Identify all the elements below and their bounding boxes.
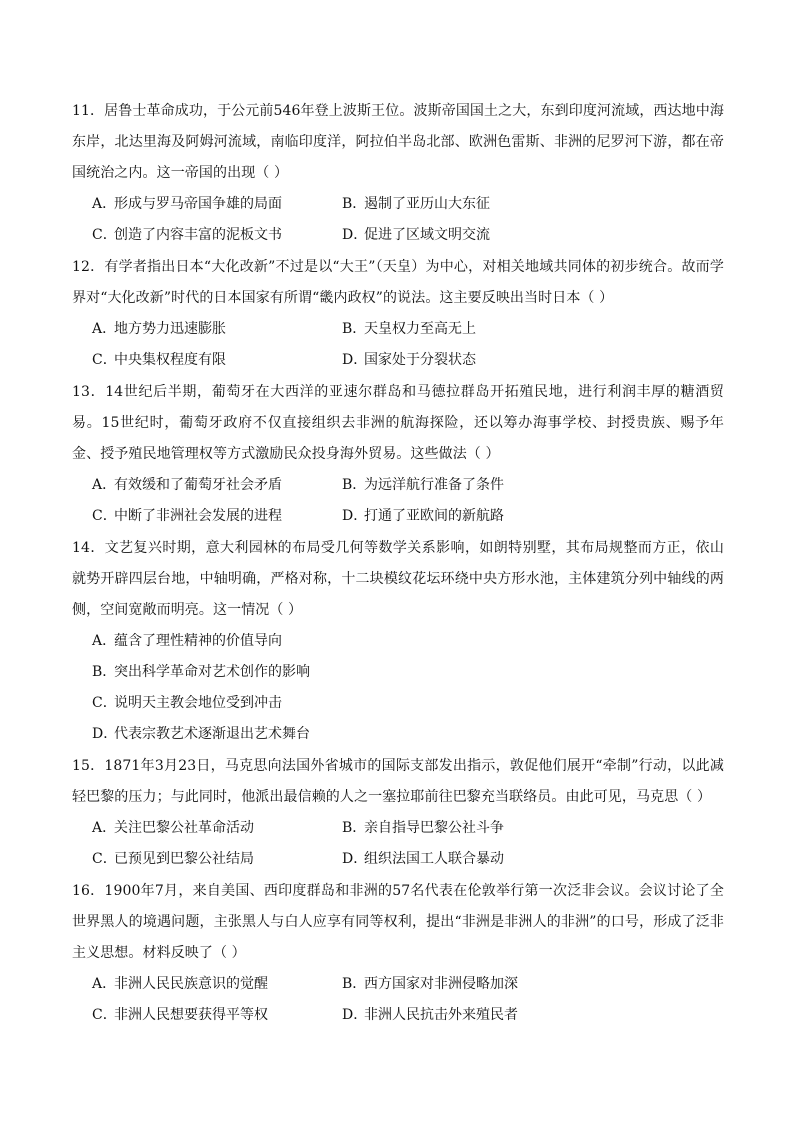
option-row [72, 345, 724, 376]
option-letter: A． [92, 196, 117, 212]
option-text: 组织法国工人联合暴动 [364, 851, 504, 867]
question-stem: 16．1900年7月，来自美国、西印度群岛和非洲的57名代表在伦敦举行第一次泛非会议。会议讨论了全世界黑人的境遇问题，主张黑人与白人应享有同等权利，提出“非洲是非洲人的非洲”的口号，形成了泛非主义思想。材料反映了（ ） [72, 883, 724, 961]
option-b[interactable] [342, 813, 592, 844]
option-text: 打通了亚欧间的新航路 [364, 508, 504, 524]
option-text: 国家处于分裂状态 [364, 352, 476, 368]
option-d[interactable] [342, 844, 592, 875]
option-text: 天皇权力至高无上 [364, 321, 476, 337]
question-stem: 15．1871年3月23日，马克思向法国外省城市的国际支部发出指示，敦促他们展开“牵制”行动，以此减轻巴黎的压力；与此同时，他派出最信赖的人之一塞拉耶前往巴黎充当联络员。由此可见，马克思（ ） [72, 758, 724, 805]
option-text: 突出科学革命对艺术创作的影响 [114, 664, 310, 680]
question-16 [72, 876, 724, 1031]
option-b[interactable] [342, 969, 592, 1000]
option-row [72, 719, 724, 750]
option-row [72, 844, 724, 875]
question-stem: 13．14世纪后半期，葡萄牙在大西洋的亚速尔群岛和马德拉群岛开拓殖民地，进行利润丰厚的糖酒贸易。15世纪时，葡萄牙政府不仅直接组织去非洲的航海探险，还以筹办海事学校、封授贵族、赐予年金、授予殖民地管理权等方式激励民众投身海外贸易。这些做法（ ） [72, 384, 724, 462]
option-c[interactable] [92, 844, 342, 875]
option-letter: A． [92, 633, 117, 649]
option-letter: C． [92, 1007, 117, 1023]
option-d[interactable] [342, 345, 592, 376]
option-text: 西方国家对非洲侵略加深 [364, 976, 518, 992]
option-text: 有效缓和了葡萄牙社会矛盾 [114, 477, 282, 493]
option-list [72, 813, 724, 875]
option-b[interactable] [92, 657, 712, 688]
option-d[interactable] [342, 501, 592, 532]
option-text: 非洲人民民族意识的觉醒 [114, 976, 268, 992]
option-list [72, 969, 724, 1031]
option-text: 创造了内容丰富的泥板文书 [114, 227, 282, 243]
option-text: 非洲人民想要获得平等权 [114, 1007, 268, 1023]
option-row [72, 1000, 724, 1031]
option-letter: B． [92, 664, 117, 680]
option-letter: B． [342, 196, 367, 212]
option-c[interactable] [92, 688, 712, 719]
option-row [72, 189, 724, 220]
option-c[interactable] [92, 501, 342, 532]
option-letter: D． [342, 851, 368, 867]
option-letter: A． [92, 820, 117, 836]
option-text: 中断了非洲社会发展的进程 [114, 508, 282, 524]
question-stem: 14．文艺复兴时期，意大利园林的布局受几何等数学关系影响，如朗特别墅，其布局规整而方正，依山就势开辟四层台地，中轴明确，严格对称，十二块模纹花坛环绕中央方形水池，主体建筑分列中轴线的两侧，空间宽敞而明亮。这一情况（ ） [72, 540, 724, 618]
option-list [72, 626, 724, 750]
option-c[interactable] [92, 1000, 342, 1031]
option-letter: D． [342, 352, 368, 368]
option-text: 遏制了亚历山大东征 [364, 196, 490, 212]
question-stem: 12．有学者指出日本“大化改新”不过是以“大王”（天皇）为中心，对相关地域共同体的初步统合。故而学界对“大化改新”时代的日本国家有所谓“畿内政权”的说法。这主要反映出当时日本（ ） [72, 259, 724, 306]
option-c[interactable] [92, 345, 342, 376]
option-row [72, 688, 724, 719]
option-letter: C． [92, 851, 117, 867]
option-letter: D． [342, 508, 368, 524]
option-a[interactable] [92, 470, 342, 501]
option-text: 关注巴黎公社革命活动 [114, 820, 254, 836]
question-12 [72, 252, 724, 376]
option-text: 形成与罗马帝国争雄的局面 [114, 196, 282, 212]
option-d[interactable] [342, 1000, 592, 1031]
option-row [72, 314, 724, 345]
option-row [72, 470, 724, 501]
question-14 [72, 533, 724, 750]
option-b[interactable] [342, 470, 592, 501]
option-text: 亲自指导巴黎公社斗争 [364, 820, 504, 836]
option-b[interactable] [342, 189, 592, 220]
option-letter: C． [92, 508, 117, 524]
option-letter: B． [342, 820, 367, 836]
question-stem: 11．居鲁士革命成功，于公元前546年登上波斯王位。波斯帝国国土之大，东到印度河流域，西达地中海东岸，北达里海及阿姆河流域，南临印度洋，阿拉伯半岛北部、欧洲色雷斯、非洲的尼罗河下游，都在帝国统治之内。这一帝国的出现（ ） [72, 103, 724, 181]
option-text: 地方势力迅速膨胀 [114, 321, 226, 337]
option-row [72, 969, 724, 1000]
option-text: 非洲人民抗击外来殖民者 [364, 1007, 518, 1023]
option-letter: D． [92, 726, 118, 742]
option-list [72, 470, 724, 532]
option-text: 已预见到巴黎公社结局 [114, 851, 254, 867]
option-row [72, 220, 724, 251]
option-row [72, 626, 724, 657]
option-letter: D． [342, 1007, 368, 1023]
option-a[interactable] [92, 314, 342, 345]
option-letter: B． [342, 321, 367, 337]
option-letter: C． [92, 695, 117, 711]
option-list [72, 314, 724, 376]
option-letter: A． [92, 976, 117, 992]
option-a[interactable] [92, 813, 342, 844]
question-11 [72, 96, 724, 251]
option-text: 为远洋航行准备了条件 [364, 477, 504, 493]
question-13 [72, 377, 724, 532]
option-b[interactable] [342, 314, 592, 345]
option-list [72, 189, 724, 251]
option-d[interactable] [92, 719, 712, 750]
option-c[interactable] [92, 220, 342, 251]
option-letter: D． [342, 227, 368, 243]
option-letter: B． [342, 477, 367, 493]
option-row [72, 501, 724, 532]
option-letter: C． [92, 352, 117, 368]
option-letter: B． [342, 976, 367, 992]
option-letter: A． [92, 321, 117, 337]
option-letter: A． [92, 477, 117, 493]
option-row [72, 657, 724, 688]
option-row [72, 813, 724, 844]
option-d[interactable] [342, 220, 592, 251]
option-letter: C． [92, 227, 117, 243]
option-text: 说明天主教会地位受到冲击 [114, 695, 282, 711]
question-15 [72, 751, 724, 875]
option-a[interactable] [92, 189, 342, 220]
option-text: 促进了区域文明交流 [364, 227, 490, 243]
option-a[interactable] [92, 626, 712, 657]
option-a[interactable] [92, 969, 342, 1000]
option-text: 中央集权程度有限 [114, 352, 226, 368]
option-text: 蕴含了理性精神的价值导向 [114, 633, 282, 649]
option-text: 代表宗教艺术逐渐退出艺术舞台 [114, 726, 310, 742]
